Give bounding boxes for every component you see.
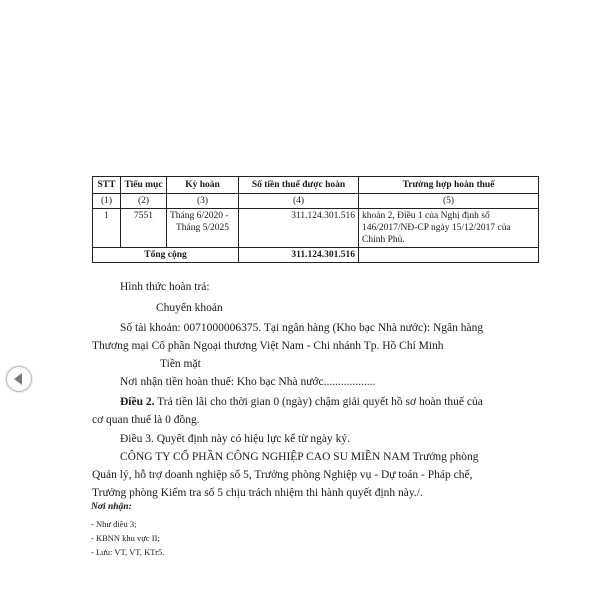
company-line-1: CÔNG TY CỔ PHẦN CÔNG NGHIỆP CAO SU MIỀN NAM Trưởng phòng [120, 451, 479, 463]
cell-ky-hoan [167, 209, 239, 248]
col-number: (4) [239, 194, 359, 209]
col-number: (2) [121, 194, 167, 209]
total-empty-cell [359, 248, 539, 263]
recipient-item: - KBNN khu vực II; [91, 533, 160, 543]
ky-hoan-line: Tháng 5/2025 [175, 223, 230, 233]
table-row [93, 209, 539, 248]
truong-hop-line: khoản 2, Điều 1 của Nghị định số [362, 211, 490, 221]
cell-tieu-muc: 7551 [121, 209, 167, 248]
table-header-row [93, 177, 539, 194]
cell-so-tien: 311.124.301.516 [239, 209, 359, 248]
company-line-3: Trưởng phòng Kiểm tra số 5 chịu trách nhiệm thi hành quyết định này./. [92, 487, 423, 499]
header-tieu-muc: Tiểu mục [121, 177, 167, 194]
article-2-text: Trả tiền lãi cho thời gian 0 (ngày) chậm giải quyết hồ sơ hoàn thuế của [154, 396, 483, 408]
truong-hop-line: Chính Phủ. [362, 235, 405, 245]
company-line-2: Quản lý, hỗ trợ doanh nghiệp số 5, Trưởng phòng Nghiệp vụ - Dự toán - Pháp chế, [92, 469, 473, 481]
column-number-row [93, 194, 539, 209]
recipient-item: - Lưu: VT, VT, KTr5. [91, 547, 165, 557]
header-ky-hoan: Kỳ hoàn [167, 177, 239, 194]
truong-hop-line: 146/2017/NĐ-CP ngày 15/12/2017 của [362, 223, 511, 233]
header-truong-hop: Trường hợp hoàn thuế [359, 177, 539, 194]
arrow-left-icon [14, 373, 22, 385]
article-2-line-1 [120, 395, 483, 409]
total-label: Tổng cộng [93, 248, 239, 263]
cash-option: Tiền mặt [160, 358, 201, 370]
article-2-line-2: cơ quan thuế là 0 đồng. [92, 414, 200, 426]
col-number: (3) [167, 194, 239, 209]
article-3: Điều 3. Quyết định này có hiệu lực kể từ ngày ký. [120, 433, 350, 445]
previous-page-button[interactable] [6, 366, 32, 392]
article-2-heading: Điều 2. [120, 396, 155, 408]
col-number: (5) [359, 194, 539, 209]
refund-receiver: Nơi nhận tiền hoàn thuế: Kho bạc Nhà nước.................. [120, 376, 376, 388]
recipients-label: Nơi nhận: [91, 502, 132, 512]
refund-method-label: Hình thức hoàn trả: [120, 281, 210, 293]
header-stt: STT [93, 177, 121, 194]
total-value: 311.124.301.516 [239, 248, 359, 263]
col-number: (1) [93, 194, 121, 209]
header-so-tien: Số tiền thuế được hoàn [239, 177, 359, 194]
refund-table [92, 176, 539, 263]
bank-transfer-option: Chuyển khoản [156, 302, 223, 314]
cell-stt: 1 [93, 209, 121, 248]
account-info-line-2: Thương mại Cổ phần Ngoại thương Việt Nam - Chi nhánh Tp. Hồ Chí Minh [92, 340, 444, 352]
recipient-item: - Như điều 3; [91, 519, 137, 529]
account-info-line-1: Số tài khoản: 0071000006375. Tại ngân hàng (Kho bạc Nhà nước): Ngân hàng [120, 322, 484, 334]
ky-hoan-line: Tháng 6/2020 - [170, 211, 229, 221]
cell-truong-hop [359, 209, 539, 248]
total-row [93, 248, 539, 263]
